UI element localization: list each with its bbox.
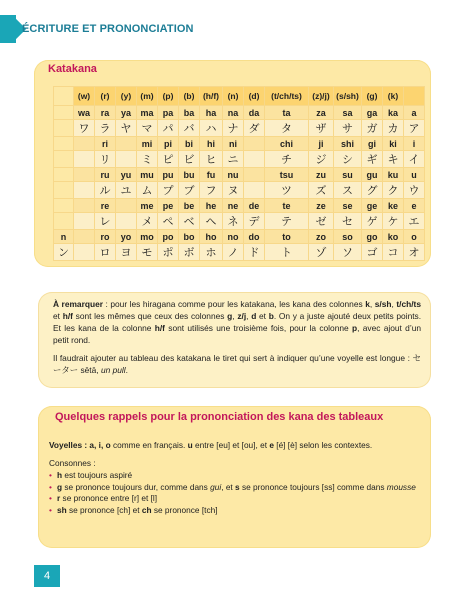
kana-cell: ベ — [179, 213, 200, 230]
kana-cell: ゾ — [309, 244, 334, 261]
note-p1-text: : pour les hiragana comme pour les katakana, les kana des colonnes k, s/sh, t/ch/ts et h/f sont les mêmes que ceux des colonnes g, z/j, d et b. On y a juste ajouté deux petits points. Et les kana de la colonne h/f sont utilisés une troisième fois, pour la colonne p, avec ajout d’un petit rond. — [53, 299, 422, 345]
voyelles-label: Voyelles — [49, 440, 83, 450]
kana-cell: ロ — [95, 244, 116, 261]
table-cell-blank — [54, 151, 74, 168]
kana-cell: ン — [54, 244, 74, 261]
table-row-romaji — [54, 230, 425, 244]
kana-cell: ド — [244, 244, 265, 261]
kana-cell: フ — [200, 182, 223, 199]
romaji-cell: po — [158, 230, 179, 244]
table-header-cell: (k) — [383, 87, 404, 106]
kana-cell: ア — [404, 120, 425, 137]
romaji-cell — [244, 168, 265, 182]
table-row-romaji — [54, 199, 425, 213]
table-cell-blank — [54, 199, 74, 213]
romaji-cell: ro — [95, 230, 116, 244]
kana-cell: エ — [404, 213, 425, 230]
kana-cell: ム — [137, 182, 158, 199]
kana-cell: ヘ — [200, 213, 223, 230]
romaji-cell: n — [54, 230, 74, 244]
kana-cell: ワ — [74, 120, 95, 137]
romaji-cell: o — [404, 230, 425, 244]
chapter-badge-bar — [0, 15, 16, 43]
kana-cell: ホ — [200, 244, 223, 261]
voyelles-text-2: entre [eu] et [ou], et — [192, 440, 270, 450]
romaji-cell — [116, 199, 137, 213]
kana-cell: ニ — [223, 151, 244, 168]
romaji-cell: gi — [362, 137, 383, 151]
kana-cell: ジ — [309, 151, 334, 168]
romaji-cell — [74, 168, 95, 182]
table-row-kana — [54, 182, 425, 199]
kana-cell: ゲ — [362, 213, 383, 230]
romaji-cell: pa — [158, 106, 179, 120]
consonne-item: • r se prononce entre [r] et [l] — [49, 493, 419, 505]
kana-cell: ビ — [179, 151, 200, 168]
kana-cell: シ — [334, 151, 362, 168]
romaji-cell: yo — [116, 230, 137, 244]
kana-cell — [74, 213, 95, 230]
romaji-cell: fu — [200, 168, 223, 182]
voyelles-u: u — [187, 440, 193, 450]
table-cell-blank — [54, 182, 74, 199]
kana-cell: チ — [265, 151, 309, 168]
katakana-label: Katakana — [48, 63, 97, 75]
kana-cell: ギ — [362, 151, 383, 168]
table-header-cell: (w) — [74, 87, 95, 106]
voyelles-line — [49, 440, 419, 452]
romaji-cell: to — [265, 230, 309, 244]
romaji-cell: te — [265, 199, 309, 213]
romaji-cell: ke — [383, 199, 404, 213]
romaji-cell: ji — [309, 137, 334, 151]
kana-cell: ヌ — [223, 182, 244, 199]
table-header-cell: (b) — [179, 87, 200, 106]
table-row-romaji — [54, 137, 425, 151]
table-row-kana — [54, 120, 425, 137]
romaji-cell: su — [334, 168, 362, 182]
kana-cell — [116, 213, 137, 230]
kana-cell — [74, 244, 95, 261]
romaji-cell — [74, 230, 95, 244]
table-header-cell: (g) — [362, 87, 383, 106]
kana-cell: ト — [265, 244, 309, 261]
kana-cell: リ — [95, 151, 116, 168]
romaji-cell: a — [404, 106, 425, 120]
consonne-item: • g se prononce toujours dur, comme dans gui, et s se prononce toujours [ss] comme dans mousse — [49, 482, 419, 494]
romaji-cell: de — [244, 199, 265, 213]
kana-cell: ゼ — [309, 213, 334, 230]
romaji-cell: re — [95, 199, 116, 213]
kana-cell: ヒ — [200, 151, 223, 168]
romaji-cell: chi — [265, 137, 309, 151]
table-header-cell: (y) — [116, 87, 137, 106]
romaji-cell: ru — [95, 168, 116, 182]
romaji-cell: sa — [334, 106, 362, 120]
romaji-cell — [244, 137, 265, 151]
kana-cell: グ — [362, 182, 383, 199]
romaji-cell: so — [334, 230, 362, 244]
kana-cell: デ — [244, 213, 265, 230]
voyelles-e: e — [269, 440, 274, 450]
kana-cell: セ — [334, 213, 362, 230]
romaji-cell: me — [137, 199, 158, 213]
note-text — [53, 298, 421, 376]
romaji-cell: ki — [383, 137, 404, 151]
katakana-table — [53, 86, 425, 261]
romaji-cell: gu — [362, 168, 383, 182]
chapter-title: ÉCRITURE ET PRONONCIATION — [22, 23, 194, 35]
romaji-cell: zu — [309, 168, 334, 182]
romaji-cell: pe — [158, 199, 179, 213]
romaji-cell: ko — [383, 230, 404, 244]
romaji-cell: pi — [158, 137, 179, 151]
kana-cell — [74, 151, 95, 168]
romaji-cell: ra — [95, 106, 116, 120]
kana-cell: ナ — [223, 120, 244, 137]
romaji-cell: ma — [137, 106, 158, 120]
kana-cell: ミ — [137, 151, 158, 168]
romaji-cell: u — [404, 168, 425, 182]
kana-cell: ゴ — [362, 244, 383, 261]
romaji-cell: ne — [223, 199, 244, 213]
kana-cell: ボ — [179, 244, 200, 261]
romaji-cell: be — [179, 199, 200, 213]
kana-cell: パ — [158, 120, 179, 137]
pronunciation-title: Quelques rappels pour la prononciation des kana des tableaux — [55, 411, 384, 423]
kana-cell: ズ — [309, 182, 334, 199]
kana-cell: バ — [179, 120, 200, 137]
kana-cell: ル — [95, 182, 116, 199]
table-header-cell: (h/f) — [200, 87, 223, 106]
romaji-cell: ri — [95, 137, 116, 151]
romaji-cell: he — [200, 199, 223, 213]
romaji-cell: do — [244, 230, 265, 244]
romaji-cell: ya — [116, 106, 137, 120]
romaji-cell: bi — [179, 137, 200, 151]
romaji-cell: hi — [200, 137, 223, 151]
kana-cell — [116, 151, 137, 168]
romaji-cell: nu — [223, 168, 244, 182]
romaji-cell: mo — [137, 230, 158, 244]
table-row-kana — [54, 151, 425, 168]
romaji-cell: ba — [179, 106, 200, 120]
romaji-cell — [74, 199, 95, 213]
consonnes-label: Consonnes : — [49, 457, 96, 468]
kana-cell — [244, 151, 265, 168]
romaji-cell: ga — [362, 106, 383, 120]
table-cell-blank — [54, 106, 74, 120]
note-heading: À remarquer — [53, 299, 103, 309]
kana-cell: ハ — [200, 120, 223, 137]
kana-cell: カ — [383, 120, 404, 137]
table-row-romaji — [54, 106, 425, 120]
table-cell-blank — [54, 168, 74, 182]
romaji-cell: ho — [200, 230, 223, 244]
table-row-kana — [54, 213, 425, 230]
kana-cell: ピ — [158, 151, 179, 168]
romaji-cell — [74, 137, 95, 151]
romaji-cell: zo — [309, 230, 334, 244]
kana-cell: ヤ — [116, 120, 137, 137]
table-header-cell: (n) — [223, 87, 244, 106]
table-cell-blank — [54, 137, 74, 151]
romaji-cell: ni — [223, 137, 244, 151]
kana-cell: ダ — [244, 120, 265, 137]
note-paragraph-1 — [53, 298, 421, 346]
romaji-cell: shi — [334, 137, 362, 151]
kana-cell: プ — [158, 182, 179, 199]
kana-cell: タ — [265, 120, 309, 137]
kana-cell: メ — [137, 213, 158, 230]
note-p2-end: . — [125, 365, 128, 375]
table-row-romaji — [54, 168, 425, 182]
table-header-cell: (r) — [95, 87, 116, 106]
table-cell-blank — [54, 213, 74, 230]
romaji-cell: bo — [179, 230, 200, 244]
kana-cell: ヨ — [116, 244, 137, 261]
romaji-cell: mi — [137, 137, 158, 151]
romaji-cell: da — [244, 106, 265, 120]
romaji-cell: ze — [309, 199, 334, 213]
romaji-cell: ka — [383, 106, 404, 120]
romaji-cell: go — [362, 230, 383, 244]
consonne-item: • h est toujours aspiré — [49, 470, 419, 482]
romaji-cell: za — [309, 106, 334, 120]
kana-cell: ガ — [362, 120, 383, 137]
pronunciation-body — [49, 440, 419, 516]
kana-cell: ク — [383, 182, 404, 199]
table-header-cell: (t/ch/ts) — [265, 87, 309, 106]
kana-cell: ブ — [179, 182, 200, 199]
table-header-cell: (m) — [137, 87, 158, 106]
romaji-cell: tsu — [265, 168, 309, 182]
romaji-cell — [116, 137, 137, 151]
table-cell-blank — [54, 120, 74, 137]
table-header-cell — [404, 87, 425, 106]
romaji-cell: no — [223, 230, 244, 244]
kana-cell: ペ — [158, 213, 179, 230]
kana-cell: ノ — [223, 244, 244, 261]
kana-cell: ザ — [309, 120, 334, 137]
kana-cell: オ — [404, 244, 425, 261]
note-paragraph-2 — [53, 352, 421, 376]
romaji-cell: yu — [116, 168, 137, 182]
romaji-cell: ta — [265, 106, 309, 120]
kana-cell: レ — [95, 213, 116, 230]
romaji-cell: i — [404, 137, 425, 151]
chapter-header — [0, 15, 469, 45]
consonnes-list — [49, 470, 419, 516]
romaji-cell: na — [223, 106, 244, 120]
table-header-cell: (d) — [244, 87, 265, 106]
kana-cell: モ — [137, 244, 158, 261]
kana-cell: ス — [334, 182, 362, 199]
consonne-item: • sh se prononce [ch] et ch se prononce [tch] — [49, 505, 419, 517]
kana-cell: ラ — [95, 120, 116, 137]
kana-cell: テ — [265, 213, 309, 230]
voyelles-text-1: comme en français. — [110, 440, 188, 450]
romaji-cell: mu — [137, 168, 158, 182]
voyelles-text-3: [é] [è] selon les contextes. — [273, 440, 373, 450]
page-number: 4 — [34, 565, 60, 587]
kana-cell: コ — [383, 244, 404, 261]
table-header-cell: (s/sh) — [334, 87, 362, 106]
kana-cell: ユ — [116, 182, 137, 199]
kana-cell: ポ — [158, 244, 179, 261]
romaji-cell: e — [404, 199, 425, 213]
kana-cell — [74, 182, 95, 199]
note-p2-romaji: sētā, — [78, 365, 101, 375]
romaji-cell: wa — [74, 106, 95, 120]
romaji-cell: pu — [158, 168, 179, 182]
kana-cell: ウ — [404, 182, 425, 199]
kana-cell: キ — [383, 151, 404, 168]
romaji-cell: bu — [179, 168, 200, 182]
kana-cell: ツ — [265, 182, 309, 199]
table-header-cell: (z)/j) — [309, 87, 334, 106]
kana-cell: サ — [334, 120, 362, 137]
kana-cell — [244, 182, 265, 199]
romaji-cell: ge — [362, 199, 383, 213]
table-header-blank — [54, 87, 74, 106]
romaji-cell: ku — [383, 168, 404, 182]
kana-cell: ネ — [223, 213, 244, 230]
table-header-cell: (p) — [158, 87, 179, 106]
kana-cell: ケ — [383, 213, 404, 230]
note-p2-kana: セーター — [53, 353, 421, 375]
kana-cell: イ — [404, 151, 425, 168]
kana-cell: ソ — [334, 244, 362, 261]
note-p2-italic: un pull — [100, 365, 126, 375]
romaji-cell: ha — [200, 106, 223, 120]
voyelles-letters: : a, i, o — [82, 440, 111, 450]
note-p2-text: Il faudrait ajouter au tableau des katakana le tiret qui sert à indiquer qu’une voyelle est longue : — [53, 353, 413, 363]
table-row-kana — [54, 244, 425, 261]
kana-cell: マ — [137, 120, 158, 137]
romaji-cell: se — [334, 199, 362, 213]
